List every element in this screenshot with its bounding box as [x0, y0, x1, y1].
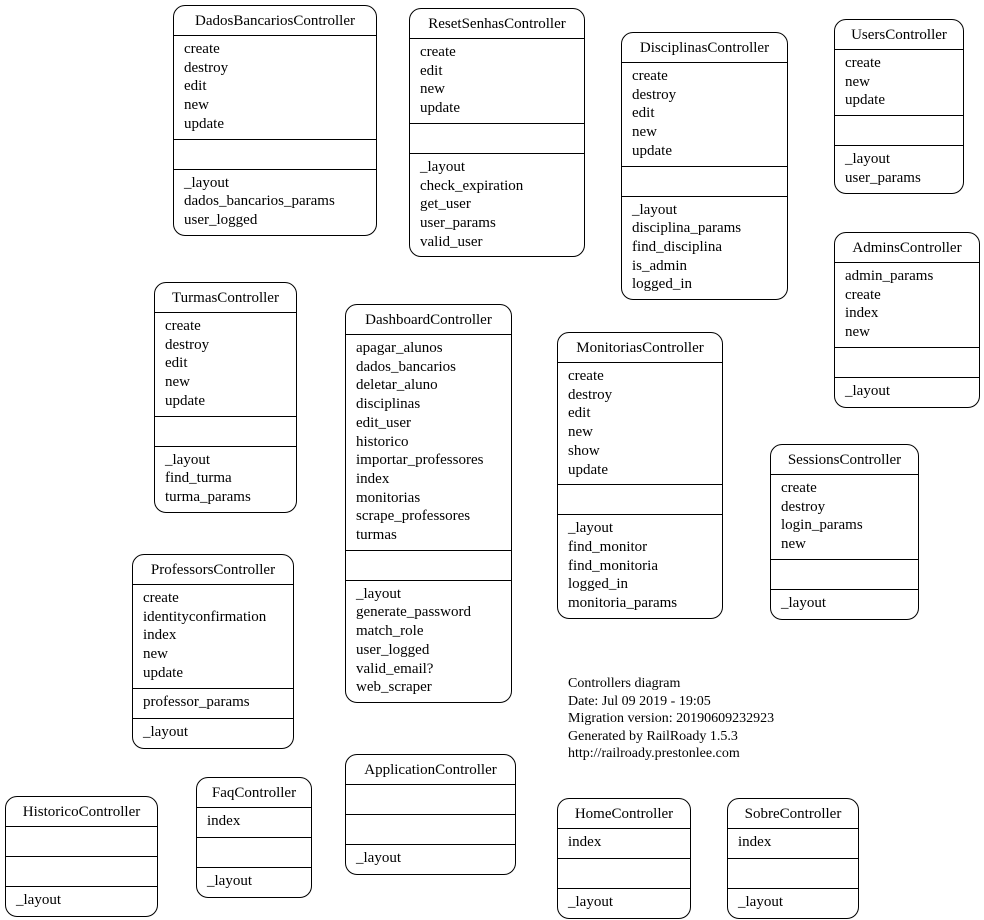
method-name: disciplinas: [356, 396, 421, 413]
private-methods-section: [6, 886, 157, 916]
controller-node: [770, 444, 919, 620]
controller-node: [345, 754, 516, 875]
method-name: user_logged: [184, 211, 258, 228]
controller-name: HomeController: [574, 806, 674, 822]
method-name: new: [568, 424, 593, 441]
method-name: dados_bancarios_params: [184, 193, 335, 210]
method-name: destroy: [568, 386, 613, 403]
controller-node: [834, 232, 980, 408]
method-name: scrape_professores: [356, 508, 471, 525]
method-name: professor_params: [143, 693, 250, 710]
method-name: new: [420, 81, 445, 98]
private-methods-section: [346, 580, 511, 702]
method-name: _layout: [568, 894, 613, 910]
method-name: edit: [568, 405, 591, 422]
method-name: user_params: [845, 169, 921, 186]
protected-methods-section: [558, 858, 690, 888]
method-name: match_role: [356, 623, 424, 640]
public-methods-section: [133, 584, 293, 688]
method-name: destroy: [781, 498, 826, 515]
method-name: index: [207, 813, 241, 829]
method-name: find_turma: [165, 470, 232, 487]
controller-node: [557, 798, 691, 919]
controller-node: [621, 32, 788, 300]
public-methods-section: [155, 312, 296, 416]
method-name: edit: [420, 62, 443, 79]
protected-methods-section: [6, 856, 157, 886]
controller-node: [834, 19, 964, 194]
private-methods-section: [835, 145, 963, 192]
info-url: http://railroady.prestonlee.com: [568, 746, 740, 761]
controller-name: ResetSenhasController: [428, 16, 566, 32]
method-name: get_user: [420, 196, 471, 213]
protected-methods-section: [197, 837, 311, 867]
protected-methods-section: [771, 559, 918, 589]
method-name: create: [143, 590, 179, 606]
method-name: update: [184, 115, 224, 132]
method-name: new: [143, 646, 168, 663]
private-methods-section: [558, 888, 690, 918]
public-methods-section: [197, 807, 311, 837]
method-name: new: [184, 97, 209, 114]
method-name: monitoria_params: [568, 595, 678, 612]
protected-methods-section: [155, 416, 296, 446]
method-name: logged_in: [632, 276, 692, 293]
method-name: create: [165, 318, 201, 334]
protected-methods-section: [622, 166, 787, 196]
method-name: _layout: [845, 151, 890, 168]
method-name: create: [845, 55, 881, 71]
method-name: is_admin: [632, 257, 687, 274]
controller-name: AdminsController: [852, 240, 962, 256]
controller-name: HistoricoController: [22, 804, 141, 820]
method-name: create: [420, 44, 456, 60]
method-name: create: [568, 368, 604, 384]
method-name: find_monitoria: [568, 557, 658, 574]
method-name: web_scraper: [356, 679, 432, 696]
method-name: admin_params: [845, 268, 934, 284]
controller-name: FaqController: [211, 785, 297, 801]
method-name: _layout: [568, 520, 613, 537]
info-migration: Migration version: 20190609232923: [568, 711, 775, 726]
controller-node: [173, 5, 377, 236]
method-name: index: [845, 305, 879, 322]
method-name: check_expiration: [420, 177, 524, 194]
private-methods-section: [174, 169, 376, 235]
public-methods-section: [835, 49, 963, 115]
controller-node: [5, 796, 158, 917]
controller-node: [345, 304, 512, 703]
method-name: _layout: [738, 894, 783, 910]
public-methods-section: [622, 62, 787, 166]
method-name: _layout: [143, 723, 188, 740]
controller-name: DadosBancariosController: [195, 13, 355, 29]
method-name: create: [632, 68, 668, 84]
protected-methods-section: [346, 550, 511, 580]
protected-methods-section: [410, 123, 584, 153]
method-name: _layout: [165, 451, 210, 468]
method-name: destroy: [184, 59, 229, 76]
protected-methods-section: [728, 858, 858, 888]
method-name: edit_user: [356, 414, 411, 431]
method-name: update: [143, 664, 183, 681]
method-name: dados_bancarios: [356, 358, 456, 375]
controller-node: [196, 777, 312, 898]
method-name: create: [845, 286, 881, 303]
info-generator: Generated by RailRoady 1.5.3: [568, 728, 738, 744]
public-methods-section: [728, 828, 858, 858]
method-name: deletar_aluno: [356, 377, 438, 394]
method-name: importar_professores: [356, 452, 484, 469]
method-name: _layout: [356, 585, 401, 602]
private-methods-section: [133, 718, 293, 748]
controller-node: [727, 798, 859, 919]
info-title: Controllers diagram: [568, 676, 681, 691]
method-name: user_params: [420, 214, 496, 231]
controller-name: ProfessorsController: [150, 562, 276, 578]
method-name: find_disciplina: [632, 238, 722, 255]
controller-node: [132, 554, 294, 749]
private-methods-section: [622, 196, 787, 300]
method-name: _layout: [356, 850, 401, 866]
method-name: turma_params: [165, 488, 251, 505]
method-name: index: [356, 470, 390, 487]
controller-name: SessionsController: [787, 452, 902, 468]
method-name: apagar_alunos: [356, 340, 443, 356]
private-methods-section: [155, 446, 296, 512]
controller-node: [409, 8, 585, 257]
method-name: index: [568, 834, 602, 850]
method-name: create: [781, 480, 817, 496]
private-methods-section: [410, 153, 584, 257]
method-name: new: [781, 536, 806, 553]
controller-node: [154, 282, 297, 513]
method-name: monitorias: [356, 489, 421, 506]
private-methods-section: [728, 888, 858, 918]
method-name: update: [420, 100, 460, 117]
method-name: index: [143, 627, 177, 644]
public-methods-section: [835, 262, 979, 347]
method-name: identityconfirmation: [143, 608, 267, 625]
method-name: _layout: [16, 892, 61, 908]
method-name: destroy: [632, 86, 677, 103]
controller-name: DashboardController: [365, 312, 492, 328]
private-methods-section: [835, 377, 979, 407]
method-name: _layout: [184, 174, 229, 191]
method-name: _layout: [845, 382, 890, 399]
public-methods-section: [558, 828, 690, 858]
method-name: index: [738, 834, 772, 850]
controller-node: [557, 332, 723, 619]
method-name: update: [632, 142, 672, 159]
method-name: _layout: [420, 158, 465, 175]
private-methods-section: [197, 867, 311, 897]
method-name: new: [845, 73, 870, 90]
method-name: user_logged: [356, 641, 430, 658]
method-name: _layout: [781, 594, 826, 611]
method-name: update: [845, 92, 885, 109]
protected-methods-section: [835, 347, 979, 377]
info-date: Date: Jul 09 2019 - 19:05: [568, 693, 711, 709]
controller-name: UsersController: [851, 27, 947, 43]
method-name: edit: [632, 105, 655, 122]
private-methods-section: [771, 589, 918, 619]
method-name: update: [165, 392, 205, 409]
method-name: show: [568, 442, 600, 459]
controller-name: TurmasController: [172, 290, 279, 306]
method-name: new: [632, 124, 657, 141]
controller-name: ApplicationController: [364, 762, 497, 778]
method-name: login_params: [781, 517, 863, 534]
controller-name: MonitoriasController: [576, 340, 704, 356]
public-methods-section: [174, 35, 376, 139]
method-name: update: [568, 461, 608, 478]
method-name: edit: [165, 355, 188, 372]
method-name: valid_user: [420, 233, 483, 250]
method-name: new: [845, 324, 870, 341]
method-name: logged_in: [568, 576, 628, 593]
method-name: historico: [356, 433, 409, 450]
protected-methods-section: [835, 115, 963, 145]
public-methods-section: [346, 334, 511, 550]
diagram-info: [568, 675, 774, 763]
protected-methods-section: [133, 688, 293, 718]
controller-name: DisciplinasController: [639, 40, 770, 56]
method-name: disciplina_params: [632, 220, 742, 237]
public-methods-section: [6, 826, 157, 856]
method-name: valid_email?: [356, 660, 434, 677]
method-name: _layout: [632, 201, 677, 218]
method-name: destroy: [165, 336, 210, 353]
protected-methods-section: [174, 139, 376, 169]
private-methods-section: [558, 514, 722, 618]
protected-methods-section: [346, 814, 515, 844]
private-methods-section: [346, 844, 515, 874]
controller-name: SobreController: [744, 806, 842, 822]
method-name: new: [165, 374, 190, 391]
method-name: create: [184, 41, 220, 57]
public-methods-section: [771, 474, 918, 559]
method-name: generate_password: [356, 604, 471, 621]
method-name: _layout: [207, 873, 252, 889]
method-name: turmas: [356, 527, 397, 544]
public-methods-section: [346, 784, 515, 814]
method-name: edit: [184, 78, 207, 95]
public-methods-section: [558, 362, 722, 484]
public-methods-section: [410, 38, 584, 123]
protected-methods-section: [558, 484, 722, 514]
method-name: find_monitor: [568, 538, 648, 555]
